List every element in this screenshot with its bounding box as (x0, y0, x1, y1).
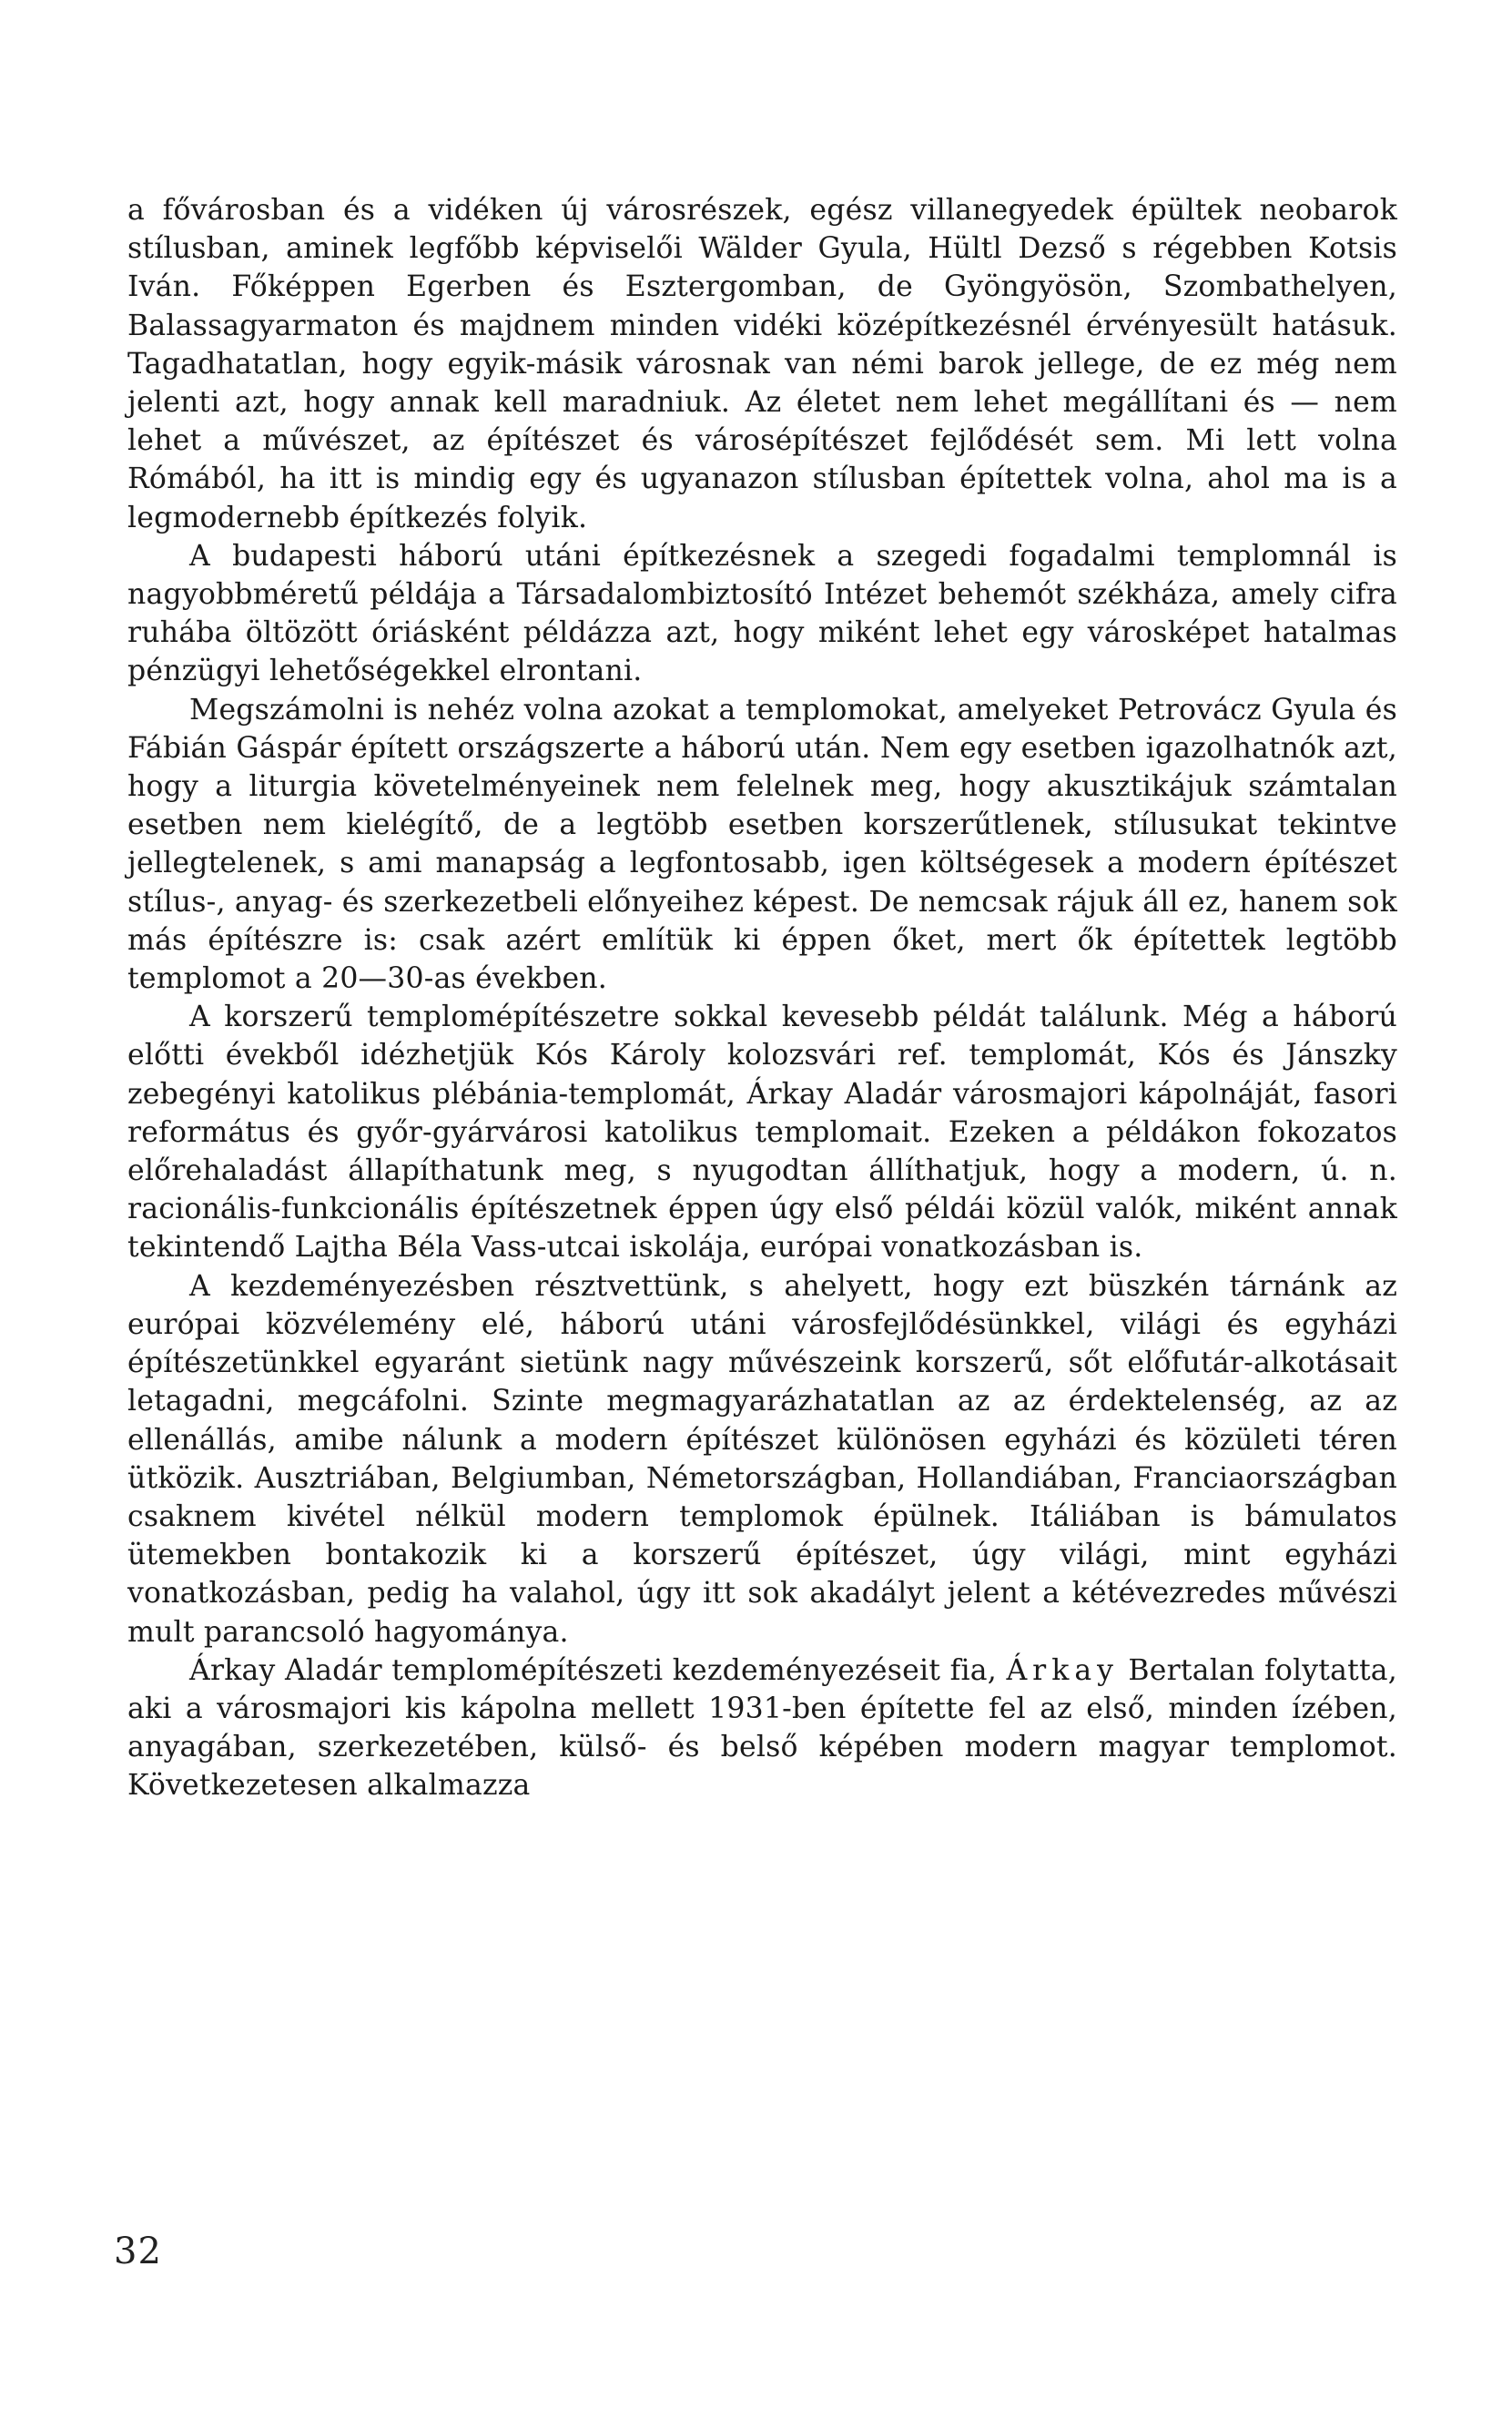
paragraph-6-start: Árkay Aladár templomépítészeti kezdeményezéseit fia, (189, 1653, 1007, 1687)
body-text (127, 191, 1397, 1805)
page-number: 32 (114, 2231, 162, 2272)
paragraph-1: a fővárosban és a vidéken új városrészek, egész villanegyedek épültek neobarok stílusban, aminek legfőbb képviselői Wälder Gyula, Hültl Dezső s régebben Kotsis Iván. Főképpen Egerben és Esztergomban, de Gyöngyösön, Szombathelyen, Balassagyarmaton és majdnem minden vidéki középítkezésnél érvényesült hatásuk. Tagadhatatlan, hogy egyik-másik városnak van némi barok jellege, de ez még nem jelenti azt, hogy annak kell maradniuk. Az életet nem lehet megállítani és — nem lehet a művészet, az építészet és városépítészet fejlődését sem. Mi lett volna Rómából, ha itt is mindig egy és ugyanazon stílusban építettek volna, ahol ma is a legmodernebb építkezés folyik. (127, 194, 1397, 534)
paragraph-5: A kezdeményezésben résztvettünk, s ahelyett, hogy ezt büszkén tárnánk az európai közvélemény elé, háború utáni városfejlődésünkkel, világi és egyházi építészetünkkel egyaránt sietünk nagy művészeink korszerű, sőt előfutár-alkotásait letagadni, megcáfolni. Szinte megmagyarázhatatlan az az érdektelenség, az az ellenállás, amibe nálunk a modern építészet különösen egyházi és közületi téren ütközik. Ausztriában, Belgiumban, Németországban, Hollandiában, Franciaországban csaknem kivétel nélkül modern templomok épülnek. Itáliában is bámulatos ütemekben bontakozik ki a korszerű építészet, úgy világi, mint egyházi vonatkozásban, pedig ha valahol, úgy itt sok akadályt jelent a kétévezredes művészi mult parancsoló hagyománya. (127, 1269, 1397, 1649)
paragraph-4: A korszerű templomépítészetre sokkal kevesebb példát találunk. Még a háború előtti évekből idézhetjük Kós Károly kolozsvári ref. templomát, Kós és Jánszky zebegényi katolikus plébánia-templomát, Árkay Aladár városmajori kápolnáját, fasori református és győr-gyárvárosi katolikus templomait. Ezeken a példákon fokozatos előrehaladást állapíthatunk meg, s nyugodtan állíthatjuk, hogy a modern, ú. n. racionális-funkcionális építészetnek éppen úgy első példái közül valók, miként annak tekintendő Lajtha Béla Vass-utcai iskolája, európai vonatkozásban is. (127, 1001, 1397, 1265)
paragraph-6-end: Bertalan folytatta, aki a városmajori kis kápolna mellett 1931-ben építette fel az első, minden ízében, anyagában, szerkezetében, külső- és belső képében modern magyar templomot. Következetesen alkalmazza (127, 1653, 1398, 1803)
paragraph-3: Megszámolni is nehéz volna azokat a templomokat, amelyeket Petrovácz Gyula és Fábián Gáspár épített országszerte a háború után. Nem egy esetben igazolhatnók azt, hogy a liturgia követelményeinek nem felelnek meg, hogy akusztikájuk számtalan esetben nem kielégítő, de a legtöbb esetben korszerűtlenek, stílusukat tekintve jellegtelenek, s ami manapság a legfontosabb, igen költségesek a modern építészet stílus-, anyag- és szerkezetbeli előnyeihez képest. De nemcsak rájuk áll ez, hanem sok más építészre is: csak azért említük ki éppen őket, mert ők építettek legtöbb templomot a 20—30-as években. (127, 693, 1397, 996)
spaced-name: Árkay (1006, 1653, 1119, 1687)
paragraph-2: A budapesti háború utáni építkezésnek a szegedi fogadalmi templomnál is nagyobbméretű példája a Társadalombiztosító Intézet behemót székháza, amely cifra ruhába öltözött óriásként példázza azt, hogy miként lehet egy városképet hatalmas pénzügyi lehetőségekkel elrontani. (127, 539, 1397, 688)
paragraph-6 (127, 1652, 1397, 1805)
